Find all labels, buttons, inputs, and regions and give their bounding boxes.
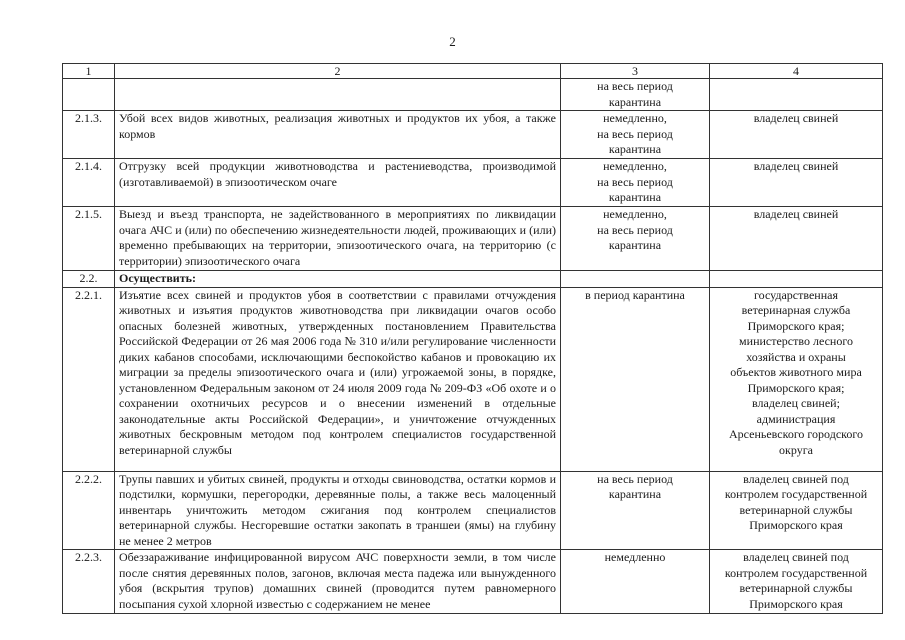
column-header-1: 1 bbox=[63, 64, 115, 79]
measures-table bbox=[62, 63, 883, 614]
row-deadline: немедленно bbox=[561, 550, 710, 614]
row-text: Отгрузку всей продукции животноводства и растениеводства, производимой (изготавливаемой) в эпизоотическом очаге bbox=[115, 159, 561, 207]
section-number: 2.2. bbox=[63, 271, 115, 288]
row-number: 2.1.5. bbox=[63, 207, 115, 271]
row-number bbox=[63, 79, 115, 111]
row-deadline: немедленно, на весь период карантина bbox=[561, 111, 710, 159]
row-number: 2.1.4. bbox=[63, 159, 115, 207]
row-responsible: владелец свиней bbox=[710, 111, 883, 159]
section-title: Осуществить: bbox=[115, 271, 561, 288]
row-deadline: немедленно, на весь период карантина bbox=[561, 159, 710, 207]
table-row bbox=[63, 207, 883, 271]
row-responsible bbox=[710, 271, 883, 288]
row-number: 2.1.3. bbox=[63, 111, 115, 159]
table-row bbox=[63, 550, 883, 614]
row-deadline: на весь период карантина bbox=[561, 471, 710, 550]
row-deadline: на весь период карантина bbox=[561, 79, 710, 111]
row-text: Изъятие всех свиней и продуктов убоя в соответствии с правилами отчуждения животных и изъятия продуктов животноводства при ликвидации очагов особо опасных болезней животных, утвержденных постановлением Правительства Российской Федерации от 26 мая 2006 года № 310 и/или регулирование численности диких кабанов способами, исключающими беспокойство кабанов и провокацию их миграции за пределы эпизоотического очага и (или) угрожаемой зоны, в порядке, установленном Федеральным законом от 24 июля 2009 года № 209-ФЗ «Об охоте и о сохранении охотничьих ресурсов и о внесении изменений в отдельные законодательные акты Российской Федерации», и уничтожение отчужденных животных бескровным методом под контролем специалистов государственной ветеринарной службы bbox=[115, 287, 561, 471]
row-responsible: владелец свиней bbox=[710, 159, 883, 207]
row-number: 2.2.1. bbox=[63, 287, 115, 471]
row-deadline: в период карантина bbox=[561, 287, 710, 471]
row-text bbox=[115, 79, 561, 111]
row-text: Выезд и въезд транспорта, не задействованного в мероприятиях по ликвидации очага АЧС и (или) по обеспечению жизнедеятельности людей, проживающих и (или) временно пребывающих на территории, эпизоотического очага, на территорию (с территории) эпизоотического очага bbox=[115, 207, 561, 271]
row-text: Обеззараживание инфицированной вирусом АЧС поверхности земли, в том числе после снятия деревянных полов, загонов, включая места падежа или вынужденного убоя (вскрытия трупов) домашних свиней (проводится путем равномерного посыпания сухой хлорной известью с содержанием не менее bbox=[115, 550, 561, 614]
table-row bbox=[63, 287, 883, 471]
table-header-row bbox=[63, 64, 883, 79]
row-number: 2.2.3. bbox=[63, 550, 115, 614]
table-row bbox=[63, 471, 883, 550]
column-header-3: 3 bbox=[561, 64, 710, 79]
page-number: 2 bbox=[449, 34, 456, 49]
row-responsible: владелец свиней под контролем государственной ветеринарной службы Приморского края bbox=[710, 550, 883, 614]
row-responsible bbox=[710, 79, 883, 111]
row-responsible: владелец свиней под контролем государственной ветеринарной службы Приморского края bbox=[710, 471, 883, 550]
row-number: 2.2.2. bbox=[63, 471, 115, 550]
table-row bbox=[63, 159, 883, 207]
table-row bbox=[63, 79, 883, 111]
section-row bbox=[63, 271, 883, 288]
row-text: Убой всех видов животных, реализация животных и продуктов их убоя, а также кормов bbox=[115, 111, 561, 159]
row-responsible: владелец свиней bbox=[710, 207, 883, 271]
row-text: Трупы павших и убитых свиней, продукты и отходы свиноводства, остатки кормов и подстилки, кормушки, перегородки, деревянные полы, а также весь малоценный инвентарь уничтожить методом сжигания под контролем специалистов ветеринарной службы. Несгоревшие остатки закопать в траншеи (ямы) на глубину не менее 2 метров bbox=[115, 471, 561, 550]
table-row bbox=[63, 111, 883, 159]
row-responsible: государственная ветеринарная служба Приморского края; министерство лесного хозяйства и охраны объектов животного мира Приморского края; владелец свиней; администрация Арсеньевского городского округа bbox=[710, 287, 883, 471]
column-header-4: 4 bbox=[710, 64, 883, 79]
row-deadline bbox=[561, 271, 710, 288]
row-deadline: немедленно, на весь период карантина bbox=[561, 207, 710, 271]
column-header-2: 2 bbox=[115, 64, 561, 79]
